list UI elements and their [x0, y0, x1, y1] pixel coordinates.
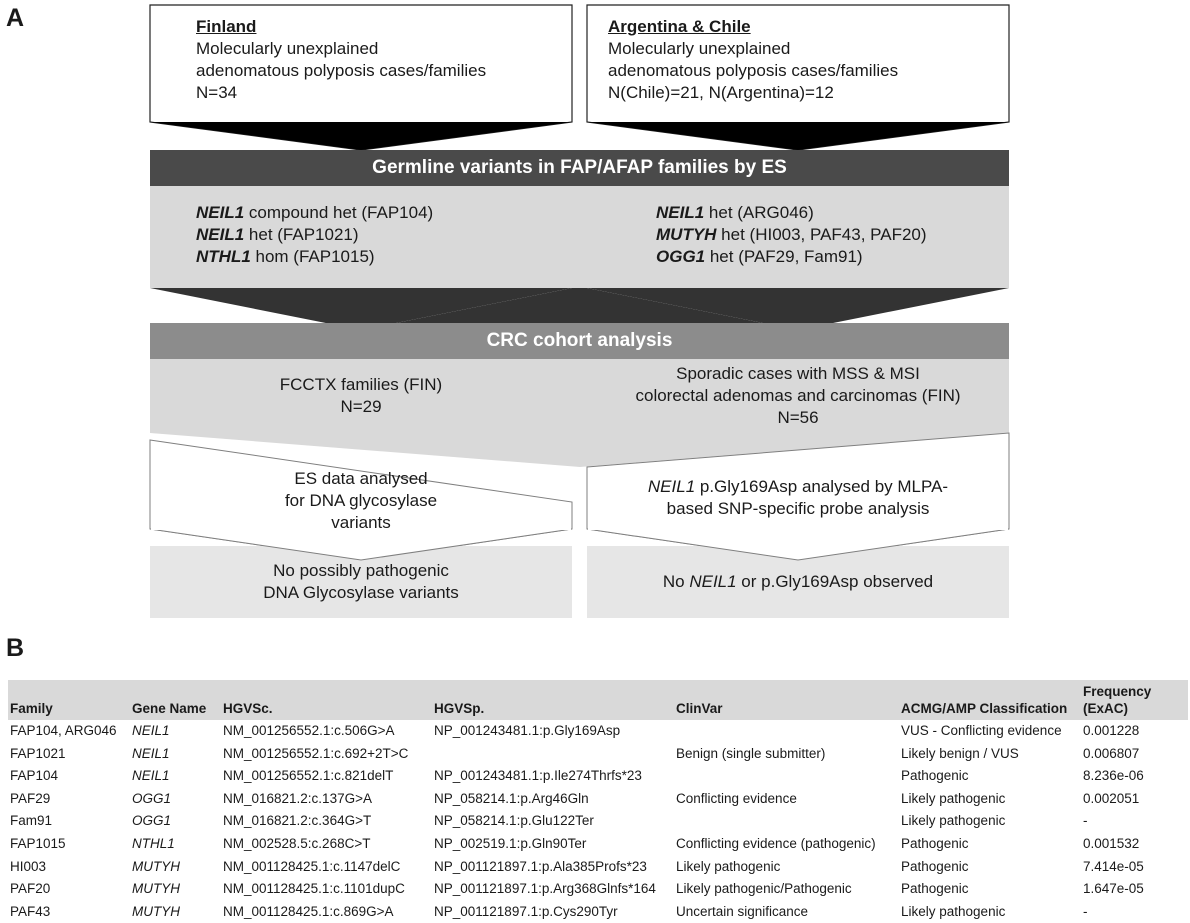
sporadic-line2: colorectal adenomas and carcinomas (FIN) — [635, 386, 961, 405]
header-frequency: Frequency (ExAC) — [1081, 680, 1188, 720]
header-gene-name: Gene Name — [130, 680, 221, 720]
es-analysis-text — [150, 468, 572, 534]
germline-left-item: NEIL1 het (FAP1021) — [196, 225, 359, 244]
fcctx-line2: N=29 — [340, 397, 382, 416]
germline-title: Germline variants in FAP/AFAP families by ES — [372, 157, 787, 178]
es-line3: variants — [331, 513, 391, 532]
argentina-chile-line2: adenomatous polyposis cases/families — [608, 61, 899, 80]
table-row: FAP104, ARG046 NEIL1 NM_001256552.1:c.506G>A NP_001243481.1:p.Gly169Asp VUS - Conflicting evidence 0.001228 — [10, 723, 1140, 738]
table-row: PAF20 MUTYH NM_001128425.1:c.1101dupC NP_001121897.1:p.Arg368Glnfs*164 Likely pathogenic/Pathogenic Pathogenic 1.647e-05 — [10, 881, 1144, 897]
sporadic-cases — [587, 363, 1009, 429]
panel-label-a: A — [6, 4, 25, 32]
right-result-text: No NEIL1 or p.Gly169Asp observed — [662, 572, 934, 591]
left-result-text — [150, 560, 572, 604]
table-row: PAF43 MUTYH NM_001128425.1:c.869G>A NP_001121897.1:p.Cys290Tyr Uncertain significance Likely pathogenic - — [10, 903, 1088, 919]
mlpa-line1: NEIL1 p.Gly169Asp analysed by MLPA- — [647, 477, 949, 496]
es-line2: for DNA glycosylase — [284, 491, 438, 510]
argentina-chile-heading: Argentina & Chile — [608, 17, 751, 36]
argentina-chile-arrow — [587, 122, 1009, 150]
argentina-chile-line3: N(Chile)=21, N(Argentina)=12 — [608, 83, 834, 102]
table-row: HI003 MUTYH NM_001128425.1:c.1147delC NP_001121897.1:p.Ala385Profs*23 Likely pathogenic Pathogenic 7.414e-05 — [10, 858, 1144, 874]
left-result-line1: No possibly pathogenic — [273, 561, 449, 580]
germline-right-list — [656, 202, 1006, 268]
argentina-chile-box — [608, 16, 1003, 104]
header-family: Family — [8, 680, 130, 720]
finland-arrow — [150, 122, 572, 150]
germline-right-item: MUTYH het (HI003, PAF43, PAF20) — [656, 225, 927, 244]
germline-left-item: NTHL1 hom (FAP1015) — [196, 247, 375, 266]
left-result-line2: DNA Glycosylase variants — [263, 583, 459, 602]
argentina-chile-line1: Molecularly unexplained — [608, 39, 791, 58]
header-clinvar: ClinVar — [674, 680, 899, 720]
header-hgvsp: HGVSp. — [432, 680, 674, 720]
variants-table — [8, 680, 1188, 923]
finland-heading: Finland — [196, 17, 257, 36]
germline-right-item: NEIL1 het (ARG046) — [656, 203, 814, 222]
header-acmg: ACMG/AMP Classification — [899, 680, 1081, 720]
table-row: FAP1015 NTHL1 NM_002528.5:c.268C>T NP_002519.1:p.Gln90Ter Conflicting evidence (pathogenic) Pathogenic 0.001532 — [10, 835, 1140, 851]
panel-label-b: B — [6, 634, 25, 662]
table-row: FAP1021 NEIL1 NM_001256552.1:c.692+2T>C Benign (single submitter) Likely benign / VUS 0.006807 — [10, 745, 1140, 761]
fcctx-families — [150, 374, 572, 418]
table-row: Fam91 OGG1 NM_016821.2:c.364G>T NP_058214.1:p.Glu122Ter Likely pathogenic - — [10, 813, 1088, 829]
germline-right-item: OGG1 het (PAF29, Fam91) — [656, 247, 863, 266]
table-body — [8, 720, 1188, 923]
table-row: FAP104 NEIL1 NM_001256552.1:c.821delT NP_001243481.1:p.Ile274Thrfs*23 Pathogenic 8.236e-06 — [10, 768, 1144, 784]
mlpa-line2: based SNP-specific probe analysis — [666, 499, 930, 518]
es-line1: ES data analysed — [294, 469, 428, 488]
finland-line1: Molecularly unexplained — [196, 39, 379, 58]
germline-left-list — [196, 202, 566, 268]
finland-box — [196, 16, 566, 104]
cohort-title: CRC cohort analysis — [486, 330, 673, 351]
germline-left-item: NEIL1 compound het (FAP104) — [196, 203, 434, 222]
mlpa-analysis-text — [587, 476, 1009, 520]
table-row: PAF29 OGG1 NM_016821.2:c.137G>A NP_058214.1:p.Arg46Gln Conflicting evidence Likely pathogenic 0.002051 — [10, 790, 1140, 806]
table-header-row — [8, 680, 1188, 720]
finland-line3: N=34 — [196, 83, 238, 102]
sporadic-line1: Sporadic cases with MSS & MSI — [676, 364, 920, 383]
fcctx-line1: FCCTX families (FIN) — [279, 375, 443, 394]
header-hgvsc: HGVSc. — [221, 680, 432, 720]
finland-line2: adenomatous polyposis cases/families — [196, 61, 487, 80]
sporadic-line3: N=56 — [777, 408, 819, 427]
